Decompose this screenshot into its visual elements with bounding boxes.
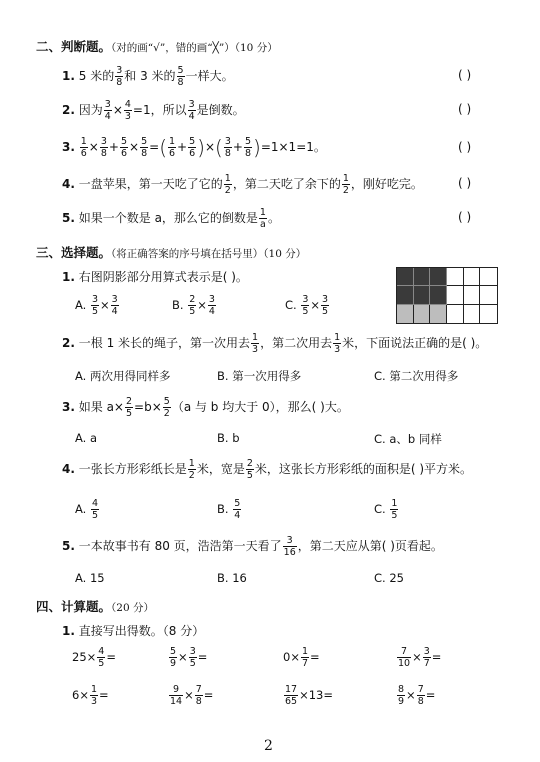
calc-item: $\frac{9}{14}$ × $\frac{7}{8}$ = xyxy=(170,683,214,707)
calc-item: $\frac{8}{9}$ × $\frac{7}{8}$ = xyxy=(398,683,436,707)
grid-cell-blank xyxy=(447,268,464,286)
grid-cell-shaded xyxy=(414,286,431,304)
grid-cell-shaded xyxy=(397,268,414,286)
page-number: 2 xyxy=(264,738,273,754)
calc-item: $\frac{17}{65}$ ×13= xyxy=(285,683,333,707)
calc-question-1: 1. 直接写出得数。（8 分） xyxy=(62,624,205,638)
answer-paren[interactable]: ( ) xyxy=(458,68,472,82)
choice-2-option-c[interactable]: C. 第二次用得多 xyxy=(374,369,459,383)
calc-item: $\frac{7}{10}$ × $\frac{3}{7}$ = xyxy=(398,645,442,669)
grid-cell-blank xyxy=(464,268,481,286)
grid-cell-blank xyxy=(480,305,497,323)
choice-5-option-b[interactable]: B. 16 xyxy=(217,571,247,585)
answer-paren[interactable]: ( ) xyxy=(458,140,472,154)
choice-question-1: 1. 右图阴影部分用算式表示是( )。 xyxy=(62,270,248,284)
grid-cell-shaded xyxy=(430,268,447,286)
grid-cell-shaded xyxy=(414,268,431,286)
grid-cell-blank xyxy=(480,268,497,286)
answer-paren[interactable]: ( ) xyxy=(458,210,472,224)
choice-question-4: 4. 一张长方形彩纸长是 $\frac{1}{2}$ 米，宽是 $\frac{2}{5}$ 米，这张长方形彩纸的面积是( )平方米。 xyxy=(62,457,473,481)
choice-3-option-a[interactable]: A. a xyxy=(75,431,98,445)
grid-cell-light xyxy=(397,305,414,323)
choice-4-option-a[interactable]: A. $\frac{4}{5}$ xyxy=(75,497,99,521)
section-4-heading: 四、计算题。（20 分） xyxy=(36,599,154,614)
choice-5-option-c[interactable]: C. 25 xyxy=(374,571,404,585)
section-3-heading: 三、选择题。（将正确答案的序号填在括号里）（10 分） xyxy=(36,245,307,260)
calc-item: 6× $\frac{1}{3}$ = xyxy=(72,683,109,707)
choice-1-option-a[interactable]: A. $\frac{3}{5}$ × $\frac{3}{4}$ xyxy=(75,293,118,317)
choice-1-option-b[interactable]: B. $\frac{2}{5}$ × $\frac{3}{4}$ xyxy=(172,293,215,317)
choice-1-option-c[interactable]: C. $\frac{3}{5}$ × $\frac{3}{5}$ xyxy=(285,293,329,317)
grid-cell-blank xyxy=(464,286,481,304)
choice-question-3: 3. 如果 a× $\frac{2}{5}$ =b× $\frac{5}{2}$ （a 与 b 均大于 0），那么( )大。 xyxy=(62,395,349,419)
judge-question-5: 5. 如果一个数是 a，那么它的倒数是 $\frac{1}{a}$ 。 xyxy=(62,206,280,230)
choice-3-option-b[interactable]: B. b xyxy=(217,431,240,445)
grid-cell-shaded xyxy=(397,286,414,304)
shaded-grid-figure xyxy=(396,267,498,324)
choice-3-option-c[interactable]: C. a、b 同样 xyxy=(374,432,442,446)
choice-question-2: 2. 一根 1 米长的绳子，第一次用去 $\frac{1}{3}$ ，第二次用去 $\frac{1}{3}$ 米，下面说法正确的是( )。 xyxy=(62,331,488,355)
grid-cell-light xyxy=(430,305,447,323)
answer-paren[interactable]: ( ) xyxy=(458,176,472,190)
calc-item: $\frac{5}{9}$ × $\frac{3}{5}$ = xyxy=(170,645,208,669)
judge-question-3: 3. $\frac{1}{6}$ × $\frac{3}{8}$ + $\frac{5}{6}$ × $\frac{5}{8}$ =( $\frac{1}{6}$ + $\frac{5}{6}$ )×( $\frac{3}{8}$ + $\frac{5}{8}$ )=1×1=1。 xyxy=(62,135,326,160)
choice-2-option-a[interactable]: A. 两次用得同样多 xyxy=(75,369,171,383)
calc-item: 25× $\frac{4}{5}$ = xyxy=(72,645,116,669)
grid-cell-blank xyxy=(480,286,497,304)
choice-question-5: 5. 一本故事书有 80 页，浩浩第一天看了 $\frac{3}{16}$ ，第二天应从第( )页看起。 xyxy=(62,534,443,558)
choice-4-option-c[interactable]: C. $\frac{1}{5}$ xyxy=(374,497,398,521)
grid-cell-blank xyxy=(447,286,464,304)
judge-question-1: 1. 5 米的 $\frac{3}{8}$ 和 3 米的 $\frac{5}{8}$ 一样大。 xyxy=(62,64,234,88)
grid-cell-shaded xyxy=(430,286,447,304)
calc-item: 0× $\frac{1}{7}$ = xyxy=(283,645,320,669)
section-2-heading: 二、判断题。（对的画“√”，错的画“╳”）（10 分） xyxy=(36,39,278,54)
choice-2-option-b[interactable]: B. 第一次用得多 xyxy=(217,369,302,383)
choice-5-option-a[interactable]: A. 15 xyxy=(75,571,105,585)
choice-4-option-b[interactable]: B. $\frac{5}{4}$ xyxy=(217,497,241,521)
grid-cell-blank xyxy=(464,305,481,323)
grid-cell-light xyxy=(414,305,431,323)
answer-paren[interactable]: ( ) xyxy=(458,102,472,116)
judge-question-4: 4. 一盘苹果，第一天吃了它的 $\frac{1}{2}$ ，第二天吃了余下的 $\frac{1}{2}$ ，刚好吃完。 xyxy=(62,172,423,196)
judge-question-2: 2. 因为 $\frac{3}{4}$ × $\frac{4}{3}$ =1，所以 $\frac{3}{4}$ 是倒数。 xyxy=(62,98,245,122)
grid-cell-blank xyxy=(447,305,464,323)
